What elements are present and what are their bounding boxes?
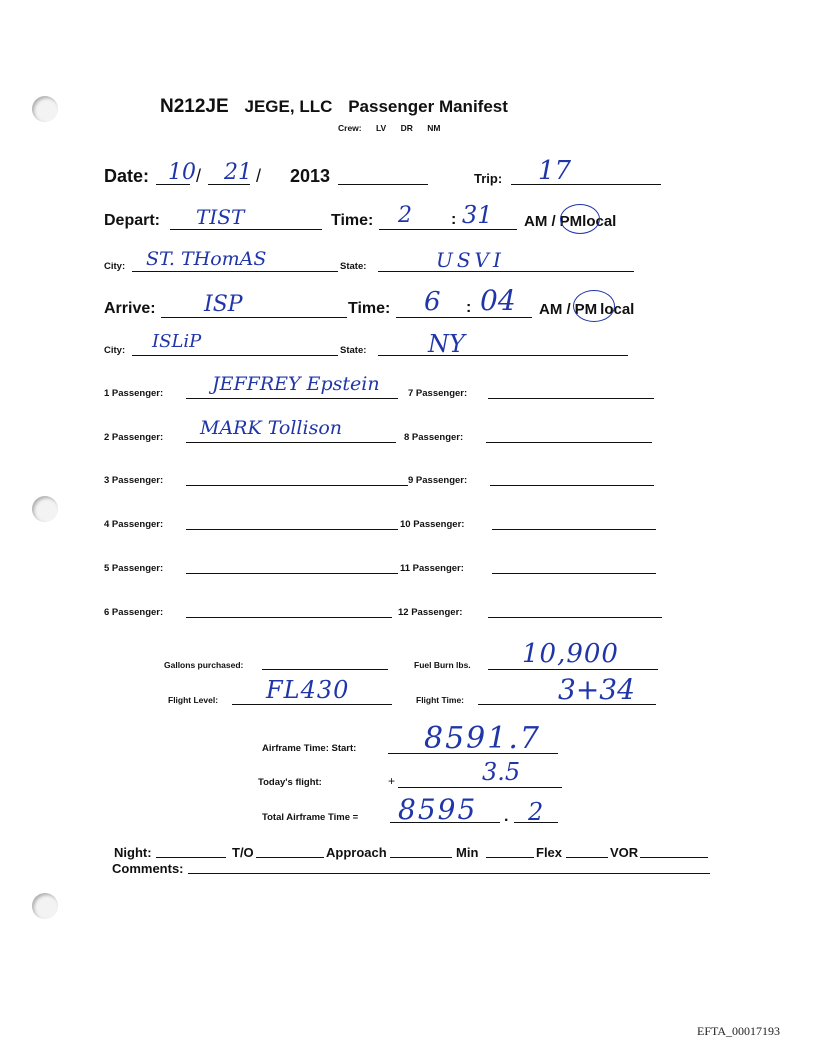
todays-flight-label: Today's flight:	[258, 777, 322, 788]
flight-time-value: 3+34	[558, 673, 635, 706]
depart-time-line	[379, 229, 517, 230]
passenger-8-label: 8 Passenger:	[404, 432, 464, 443]
flight-level-line	[232, 704, 392, 705]
comments-label: Comments:	[112, 861, 184, 876]
date-day-value: 21	[224, 160, 252, 185]
approach-label: Approach	[326, 845, 387, 860]
total-airframe-dot: .	[504, 808, 509, 825]
gallons-line	[262, 669, 388, 670]
document-id: EFTA_00017193	[697, 1024, 781, 1038]
form-title: Passenger Manifest	[348, 97, 508, 116]
depart-time-minutes: 31	[462, 201, 493, 229]
min-label: Min	[456, 845, 479, 860]
passenger-7-label: 7 Passenger:	[408, 388, 468, 399]
depart-pm-circle	[560, 204, 600, 234]
arrive-time-minutes: 04	[480, 284, 516, 317]
night-line	[156, 857, 226, 858]
company-name: JEGE, LLC	[244, 97, 333, 116]
depart-time-colon: :	[451, 211, 457, 228]
passenger-3-label: 3 Passenger:	[104, 475, 164, 486]
passenger-2-value: MARK Tollison	[200, 417, 343, 439]
depart-time-hour: 2	[398, 203, 412, 228]
depart-line	[170, 229, 322, 230]
arrive-time-line	[396, 317, 532, 318]
passenger-11-label: 11 Passenger:	[400, 563, 464, 574]
fuel-burn-label: Fuel Burn lbs.	[414, 660, 471, 670]
arrive-state-label: State:	[340, 345, 367, 356]
gallons-label: Gallons purchased:	[164, 660, 244, 670]
passenger-8-line	[486, 442, 652, 443]
passenger-4-label: 4 Passenger:	[104, 519, 164, 530]
arrive-value: ISP	[204, 292, 243, 317]
passenger-1-label: 1 Passenger:	[104, 388, 164, 399]
arrive-local: local	[600, 301, 635, 318]
arrive-time-label: Time:	[348, 300, 391, 317]
passenger-2-label: 2 Passenger:	[104, 432, 164, 443]
depart-time-label: Time:	[331, 212, 374, 229]
flight-time-label: Flight Time:	[416, 695, 465, 705]
date-year-line	[338, 184, 428, 185]
to-line	[256, 857, 324, 858]
fuel-burn-line	[488, 669, 658, 670]
depart-value: TIST	[196, 205, 245, 229]
passenger-3-line	[186, 485, 408, 486]
binder-hole-top	[32, 96, 58, 122]
depart-state-line	[378, 271, 634, 272]
to-label: T/O	[232, 845, 254, 860]
arrive-state-value: NY	[428, 330, 465, 358]
arrive-line	[161, 317, 347, 318]
depart-local: local	[582, 213, 617, 230]
tail-number: N212JE	[160, 96, 229, 117]
passenger-5-line	[186, 573, 398, 574]
comments-line	[188, 873, 710, 874]
vor-line	[640, 857, 708, 858]
binder-hole-bottom	[32, 893, 58, 919]
arrive-time-hour: 6	[424, 287, 441, 317]
trip-line	[511, 184, 661, 185]
arrive-pm-circle	[573, 290, 615, 322]
night-label: Night:	[114, 845, 152, 860]
date-separator-2: /	[256, 166, 262, 186]
date-label: Date:	[104, 166, 150, 186]
form-header	[160, 96, 508, 118]
arrive-pm: PM	[574, 301, 598, 318]
airframe-start-value: 8591.7	[424, 721, 541, 756]
depart-state-label: State:	[340, 261, 367, 272]
passenger-7-line	[488, 398, 654, 399]
flex-label: Flex	[536, 845, 563, 860]
total-airframe-dec-value: 2	[528, 798, 544, 826]
arrive-time-colon: :	[466, 299, 472, 316]
depart-am: AM /	[524, 213, 556, 230]
passenger-9-label: 9 Passenger:	[408, 475, 468, 486]
date-separator-1: /	[196, 166, 202, 186]
depart-city-label: City:	[104, 261, 126, 272]
flex-line	[566, 857, 608, 858]
depart-label: Depart:	[104, 212, 161, 229]
passenger-10-label: 10 Passenger:	[400, 519, 465, 530]
airframe-start-label: Airframe Time: Start:	[262, 743, 357, 754]
passenger-5-label: 5 Passenger:	[104, 563, 164, 574]
vor-label: VOR	[610, 845, 639, 860]
todays-flight-plus: +	[388, 774, 396, 788]
passenger-2-line	[186, 442, 396, 443]
todays-flight-line	[398, 787, 562, 788]
crew-line: Crew: LV DR NM	[338, 123, 441, 133]
depart-pm: PM	[559, 213, 583, 230]
binder-hole-middle	[32, 496, 58, 522]
passenger-11-line	[492, 573, 656, 574]
depart-city-value: ST. THomAS	[146, 248, 267, 270]
arrive-city-value: ISLiP	[152, 331, 202, 352]
flight-level-value: FL430	[266, 676, 350, 704]
fuel-burn-value: 10,900	[522, 639, 619, 669]
passenger-12-line	[488, 617, 662, 618]
arrive-city-label: City:	[104, 345, 126, 356]
passenger-9-line	[490, 485, 654, 486]
passenger-4-line	[186, 529, 398, 530]
passenger-1-value: JEFFREY Epstein	[212, 373, 380, 395]
total-airframe-whole-value: 8595	[398, 793, 478, 826]
passenger-10-line	[492, 529, 656, 530]
passenger-6-line	[186, 617, 392, 618]
depart-city-line	[132, 271, 338, 272]
min-line	[486, 857, 534, 858]
flight-level-label: Flight Level:	[168, 695, 219, 705]
date-month-value: 10	[168, 160, 196, 185]
trip-value: 17	[538, 156, 572, 186]
todays-flight-value: 3.5	[482, 758, 521, 786]
approach-line	[390, 857, 452, 858]
passenger-12-label: 12 Passenger:	[398, 607, 463, 618]
passenger-6-label: 6 Passenger:	[104, 607, 164, 618]
arrive-city-line	[132, 355, 338, 356]
depart-state-value: USVI	[436, 248, 505, 272]
passenger-1-line	[186, 398, 398, 399]
arrive-state-line	[378, 355, 628, 356]
arrive-label: Arrive:	[104, 300, 156, 317]
arrive-am: AM /	[539, 301, 571, 318]
date-year: 2013	[290, 166, 331, 186]
trip-label: Trip:	[474, 171, 503, 186]
total-airframe-label: Total Airframe Time =	[262, 812, 359, 823]
